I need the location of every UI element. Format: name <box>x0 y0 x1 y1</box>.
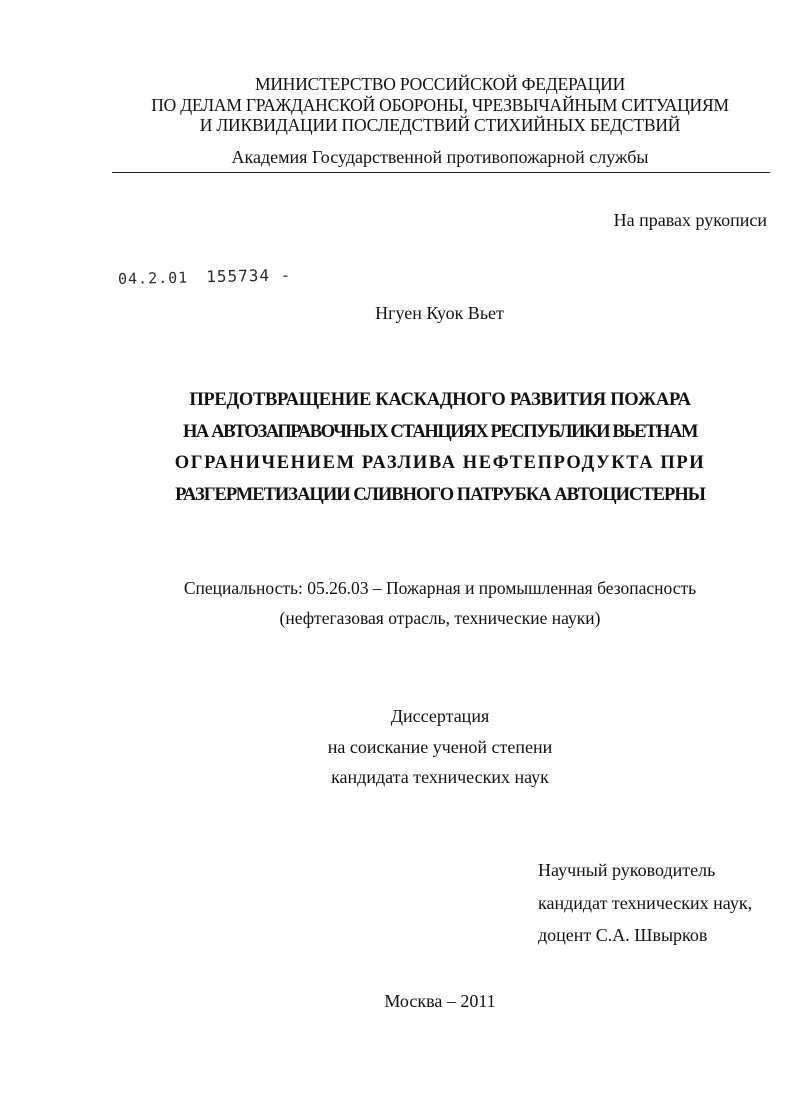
registration-stamp <box>118 265 292 288</box>
title-line-4: РАЗГЕРМЕТИЗАЦИИ СЛИВНОГО ПАТРУБКА АВТОЦИСТЕРНЫ <box>175 484 705 505</box>
degree-line-1: Диссертация <box>390 706 490 726</box>
ministry-line-1: МИНИСТЕРСТВО РОССИЙСКОЙ ФЕДЕРАЦИИ <box>254 74 626 94</box>
degree-line-3: кандидата технических наук <box>331 767 549 787</box>
ministry-header <box>110 74 770 136</box>
author-name: Нгуен Куок Вьет <box>375 303 504 323</box>
supervisor-line-1: Научный руководитель <box>538 860 716 880</box>
title-line-1: ПРЕДОТВРАЩЕНИЕ КАСКАДНОГО РАЗВИТИЯ ПОЖАРА <box>189 390 691 410</box>
ministry-line-3: И ЛИКВИДАЦИИ ПОСЛЕДСТВИЙ СТИХИЙНЫХ БЕДСТВИЙ <box>199 115 681 135</box>
manuscript-note: На правах рукописи <box>613 210 767 230</box>
stamp-number: 155734 - <box>206 265 292 287</box>
ministry-line-2: ПО ДЕЛАМ ГРАЖДАНСКОЙ ОБОРОНЫ, ЧРЕЗВЫЧАЙНЫМ СИТУАЦИЯМ <box>151 94 729 115</box>
dissertation-title <box>140 385 740 511</box>
supervisor-line-3: доцент С.А. Швырков <box>538 925 708 945</box>
header-divider <box>112 172 770 173</box>
specialty-block <box>100 573 780 633</box>
stamp-date: 04.2.01 <box>117 268 189 288</box>
title-line-2: НА АВТОЗАПРАВОЧНЫХ СТАНЦИЯХ РЕСПУБЛИКИ ВЬЕТНАМ <box>182 421 698 442</box>
supervisor-block <box>538 854 752 952</box>
specialty-line-1: Специальность: 05.26.03 – Пожарная и промышленная безопасность <box>183 578 697 598</box>
city-year: Москва – 2011 <box>384 991 496 1011</box>
supervisor-line-2: кандидат технических наук, <box>538 892 753 913</box>
specialty-line-2: (нефтегазовая отрасль, технические науки) <box>279 608 601 628</box>
degree-line-2: на соискание ученой степени <box>327 736 553 757</box>
academy-name: Академия Государственной противопожарной службы <box>231 147 649 167</box>
title-line-3: ОГРАНИЧЕНИЕМ РАЗЛИВА НЕФТЕПРОДУКТА ПРИ <box>174 453 706 473</box>
degree-block <box>240 701 640 793</box>
